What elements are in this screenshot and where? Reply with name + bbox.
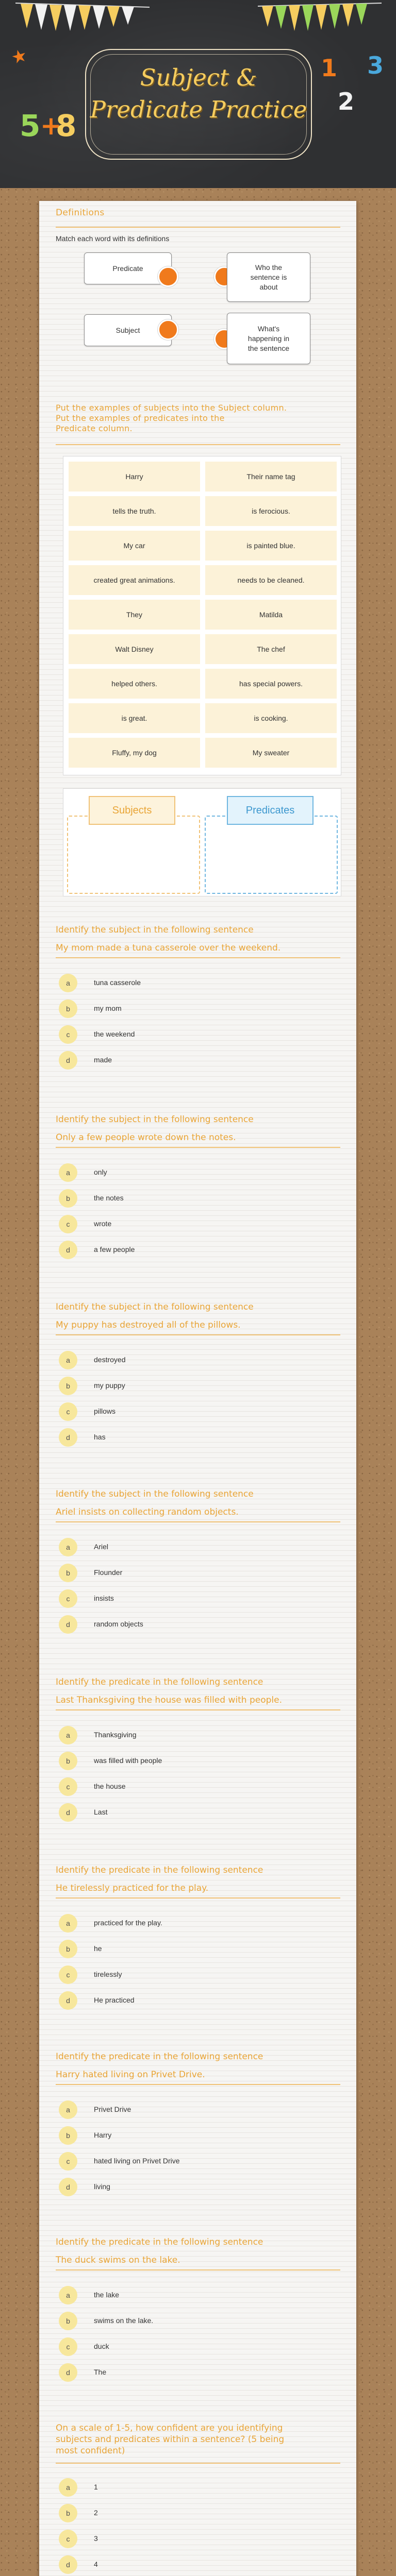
option-text[interactable]: the lake (94, 2291, 120, 2299)
sort-card[interactable]: Walt Disney (69, 634, 200, 664)
question-7-title: Identify the predicate in the following sentence (56, 2052, 263, 2062)
option-text[interactable]: was filled with people (94, 1756, 162, 1765)
matching-title: Definitions (56, 208, 105, 218)
option-text[interactable]: my mom (94, 1004, 122, 1012)
deco-number-two: 2 (338, 88, 355, 115)
option-text[interactable]: He practiced (94, 1996, 135, 2004)
option-letter[interactable]: d (59, 2555, 77, 2574)
option-text[interactable]: tuna casserole (94, 978, 141, 987)
question-8-title: Identify the predicate in the following sentence (56, 2237, 263, 2247)
option-letter[interactable]: c (59, 1025, 77, 1044)
option-text[interactable]: 3 (94, 2534, 98, 2543)
option-letter[interactable]: b (59, 1189, 77, 1208)
chalkboard-header (0, 0, 396, 188)
question-7-sentence: Harry hated living on Privet Drive. (56, 2070, 205, 2080)
option-letter[interactable]: d (59, 1241, 77, 1259)
sort-card[interactable]: Their name tag (205, 462, 337, 492)
option-letter[interactable]: b (59, 2126, 77, 2145)
deco-number-five: 5 (20, 108, 41, 143)
option-letter[interactable]: b (59, 1564, 77, 1582)
option-letter[interactable]: a (59, 2478, 77, 2497)
sort-instruction: Put the examples of subjects into the Subject column. Put the examples of predicates into the Predicate column. (56, 403, 287, 433)
option-text[interactable]: Ariel (94, 1543, 109, 1551)
option-letter[interactable]: a (59, 1163, 77, 1182)
option-text[interactable]: 2 (94, 2509, 98, 2517)
sort-card[interactable]: is cooking. (205, 703, 337, 733)
question-4-title: Identify the subject in the following sentence (56, 1489, 254, 1499)
option-letter[interactable]: c (59, 2337, 77, 2356)
divider (56, 2463, 340, 2464)
option-letter[interactable]: b (59, 999, 77, 1018)
sort-card[interactable]: Fluffy, my dog (69, 738, 200, 768)
divider (56, 1897, 340, 1899)
option-letter[interactable]: a (59, 1538, 77, 1556)
option-text[interactable]: Harry (94, 2131, 112, 2139)
option-text[interactable]: pillows (94, 1407, 116, 1415)
option-letter[interactable]: d (59, 1615, 77, 1634)
divider (56, 227, 340, 228)
divider (56, 2084, 340, 2085)
option-text[interactable]: made (94, 1056, 112, 1064)
question-6-sentence: He tirelessly practiced for the play. (56, 1883, 209, 1893)
option-text[interactable]: random objects (94, 1620, 143, 1628)
option-letter[interactable]: d (59, 1051, 77, 1070)
option-text[interactable]: duck (94, 2342, 109, 2350)
option-letter[interactable]: a (59, 1351, 77, 1369)
match-left-subject[interactable]: Subject (84, 314, 172, 346)
card-pool (63, 456, 341, 775)
sort-card[interactable]: is painted blue. (205, 531, 337, 561)
option-text[interactable]: the weekend (94, 1030, 135, 1038)
question-4-sentence: Ariel insists on collecting random objects. (56, 1507, 239, 1517)
sort-card[interactable]: helped others. (69, 669, 200, 699)
option-letter[interactable]: d (59, 1428, 77, 1447)
divider (56, 957, 340, 958)
option-letter[interactable]: b (59, 2312, 77, 2330)
deco-plus: + (40, 111, 62, 141)
option-letter[interactable]: d (59, 2178, 77, 2196)
sort-card[interactable]: created great animations. (69, 565, 200, 595)
deco-number-one: 1 (321, 54, 338, 82)
option-text[interactable]: tirelessly (94, 1970, 122, 1978)
sort-card[interactable]: My car (69, 531, 200, 561)
star-icon: ★ (9, 44, 30, 69)
option-letter[interactable]: d (59, 1803, 77, 1822)
matching-instruction: Match each word with its definitions (56, 234, 170, 243)
option-text[interactable]: practiced for the play. (94, 1919, 162, 1927)
option-letter[interactable]: c (59, 1589, 77, 1608)
sort-card[interactable]: They (69, 600, 200, 630)
divider (56, 1521, 340, 1522)
option-letter[interactable]: c (59, 1402, 77, 1421)
option-text[interactable]: only (94, 1168, 107, 1176)
sort-card[interactable]: Matilda (205, 600, 337, 630)
divider (56, 1709, 340, 1710)
option-text[interactable]: Last (94, 1808, 108, 1816)
question-3-sentence: My puppy has destroyed all of the pillows. (56, 1320, 241, 1330)
option-text[interactable]: 4 (94, 2560, 98, 2568)
sort-card[interactable]: Harry (69, 462, 200, 492)
question-2-title: Identify the subject in the following sentence (56, 1114, 254, 1125)
option-letter[interactable]: c (59, 1965, 77, 1984)
question-8-sentence: The duck swims on the lake. (56, 2255, 180, 2265)
option-letter[interactable]: b (59, 2504, 77, 2522)
match-right-who[interactable]: Who the sentence is about (227, 252, 310, 302)
page-title: Subject & Predicate Practice (90, 64, 307, 123)
match-handle-subject[interactable] (158, 319, 178, 340)
option-text[interactable]: hated living on Privet Drive (94, 2157, 180, 2165)
option-letter[interactable]: a (59, 2100, 77, 2119)
divider (56, 1334, 340, 1335)
option-letter[interactable]: a (59, 1726, 77, 1744)
divider (56, 444, 340, 445)
option-letter[interactable]: b (59, 1752, 77, 1770)
option-letter[interactable]: a (59, 974, 77, 992)
option-letter[interactable]: b (59, 1940, 77, 1958)
match-handle-predicate[interactable] (158, 266, 178, 287)
option-text[interactable]: Thanksgiving (94, 1731, 137, 1739)
confidence-question: On a scale of 1-5, how confident are you identifying subjects and predicates within a sentence? (5 being most confident) (56, 2423, 285, 2456)
option-text[interactable]: a few people (94, 1245, 135, 1253)
divider (56, 2269, 340, 2270)
question-3-title: Identify the subject in the following sentence (56, 1302, 254, 1312)
predicates-banner: Predicates (227, 796, 314, 825)
option-text[interactable]: the house (94, 1782, 126, 1790)
sort-card[interactable]: is great. (69, 703, 200, 733)
deco-number-eight: 8 (56, 108, 77, 143)
question-5-title: Identify the predicate in the following sentence (56, 1677, 263, 1687)
option-letter[interactable]: a (59, 1914, 77, 1933)
match-right-whats-happening[interactable]: What's happening in the sentence (227, 313, 310, 364)
divider (56, 1147, 340, 1148)
option-text[interactable]: insists (94, 1594, 114, 1602)
subjects-dropzone[interactable] (67, 816, 200, 894)
sort-card[interactable]: needs to be cleaned. (205, 565, 337, 595)
option-text[interactable]: he (94, 1944, 102, 1953)
option-letter[interactable]: c (59, 2152, 77, 2171)
question-1-sentence: My mom made a tuna casserole over the weekend. (56, 943, 281, 953)
option-letter[interactable]: c (59, 2530, 77, 2548)
option-text[interactable]: swims on the lake. (94, 2316, 154, 2325)
option-letter[interactable]: c (59, 1215, 77, 1233)
bunting-left (15, 0, 150, 41)
bunting-right (258, 0, 382, 41)
option-letter[interactable]: b (59, 1377, 77, 1395)
option-text[interactable]: wrote (94, 1219, 112, 1228)
match-left-predicate[interactable]: Predicate (84, 252, 172, 284)
sort-card[interactable]: The chef (205, 634, 337, 664)
option-letter[interactable]: d (59, 2363, 77, 2382)
option-text[interactable]: The (94, 2368, 107, 2376)
sort-card[interactable]: tells the truth. (69, 496, 200, 526)
option-text[interactable]: my puppy (94, 1381, 125, 1389)
sort-card[interactable]: My sweater (205, 738, 337, 768)
option-text[interactable]: Privet Drive (94, 2105, 131, 2113)
option-letter[interactable]: c (59, 1777, 77, 1796)
question-6-title: Identify the predicate in the following sentence (56, 1865, 263, 1875)
option-letter[interactable]: d (59, 1991, 77, 2010)
option-text[interactable]: destroyed (94, 1355, 126, 1364)
question-5-sentence: Last Thanksgiving the house was filled with people. (56, 1695, 282, 1705)
option-letter[interactable]: a (59, 2286, 77, 2304)
sort-card[interactable]: has special powers. (205, 669, 337, 699)
question-2-sentence: Only a few people wrote down the notes. (56, 1132, 236, 1143)
question-1-title: Identify the subject in the following sentence (56, 925, 254, 935)
predicates-dropzone[interactable] (205, 816, 338, 894)
option-text[interactable]: Flounder (94, 1568, 123, 1577)
deco-number-three: 3 (367, 52, 384, 79)
option-text[interactable]: living (94, 2182, 110, 2191)
option-text[interactable]: the notes (94, 1194, 124, 1202)
subjects-banner: Subjects (89, 796, 175, 825)
sort-card[interactable]: is ferocious. (205, 496, 337, 526)
option-text[interactable]: 1 (94, 2483, 98, 2491)
option-text[interactable]: has (94, 1433, 106, 1441)
